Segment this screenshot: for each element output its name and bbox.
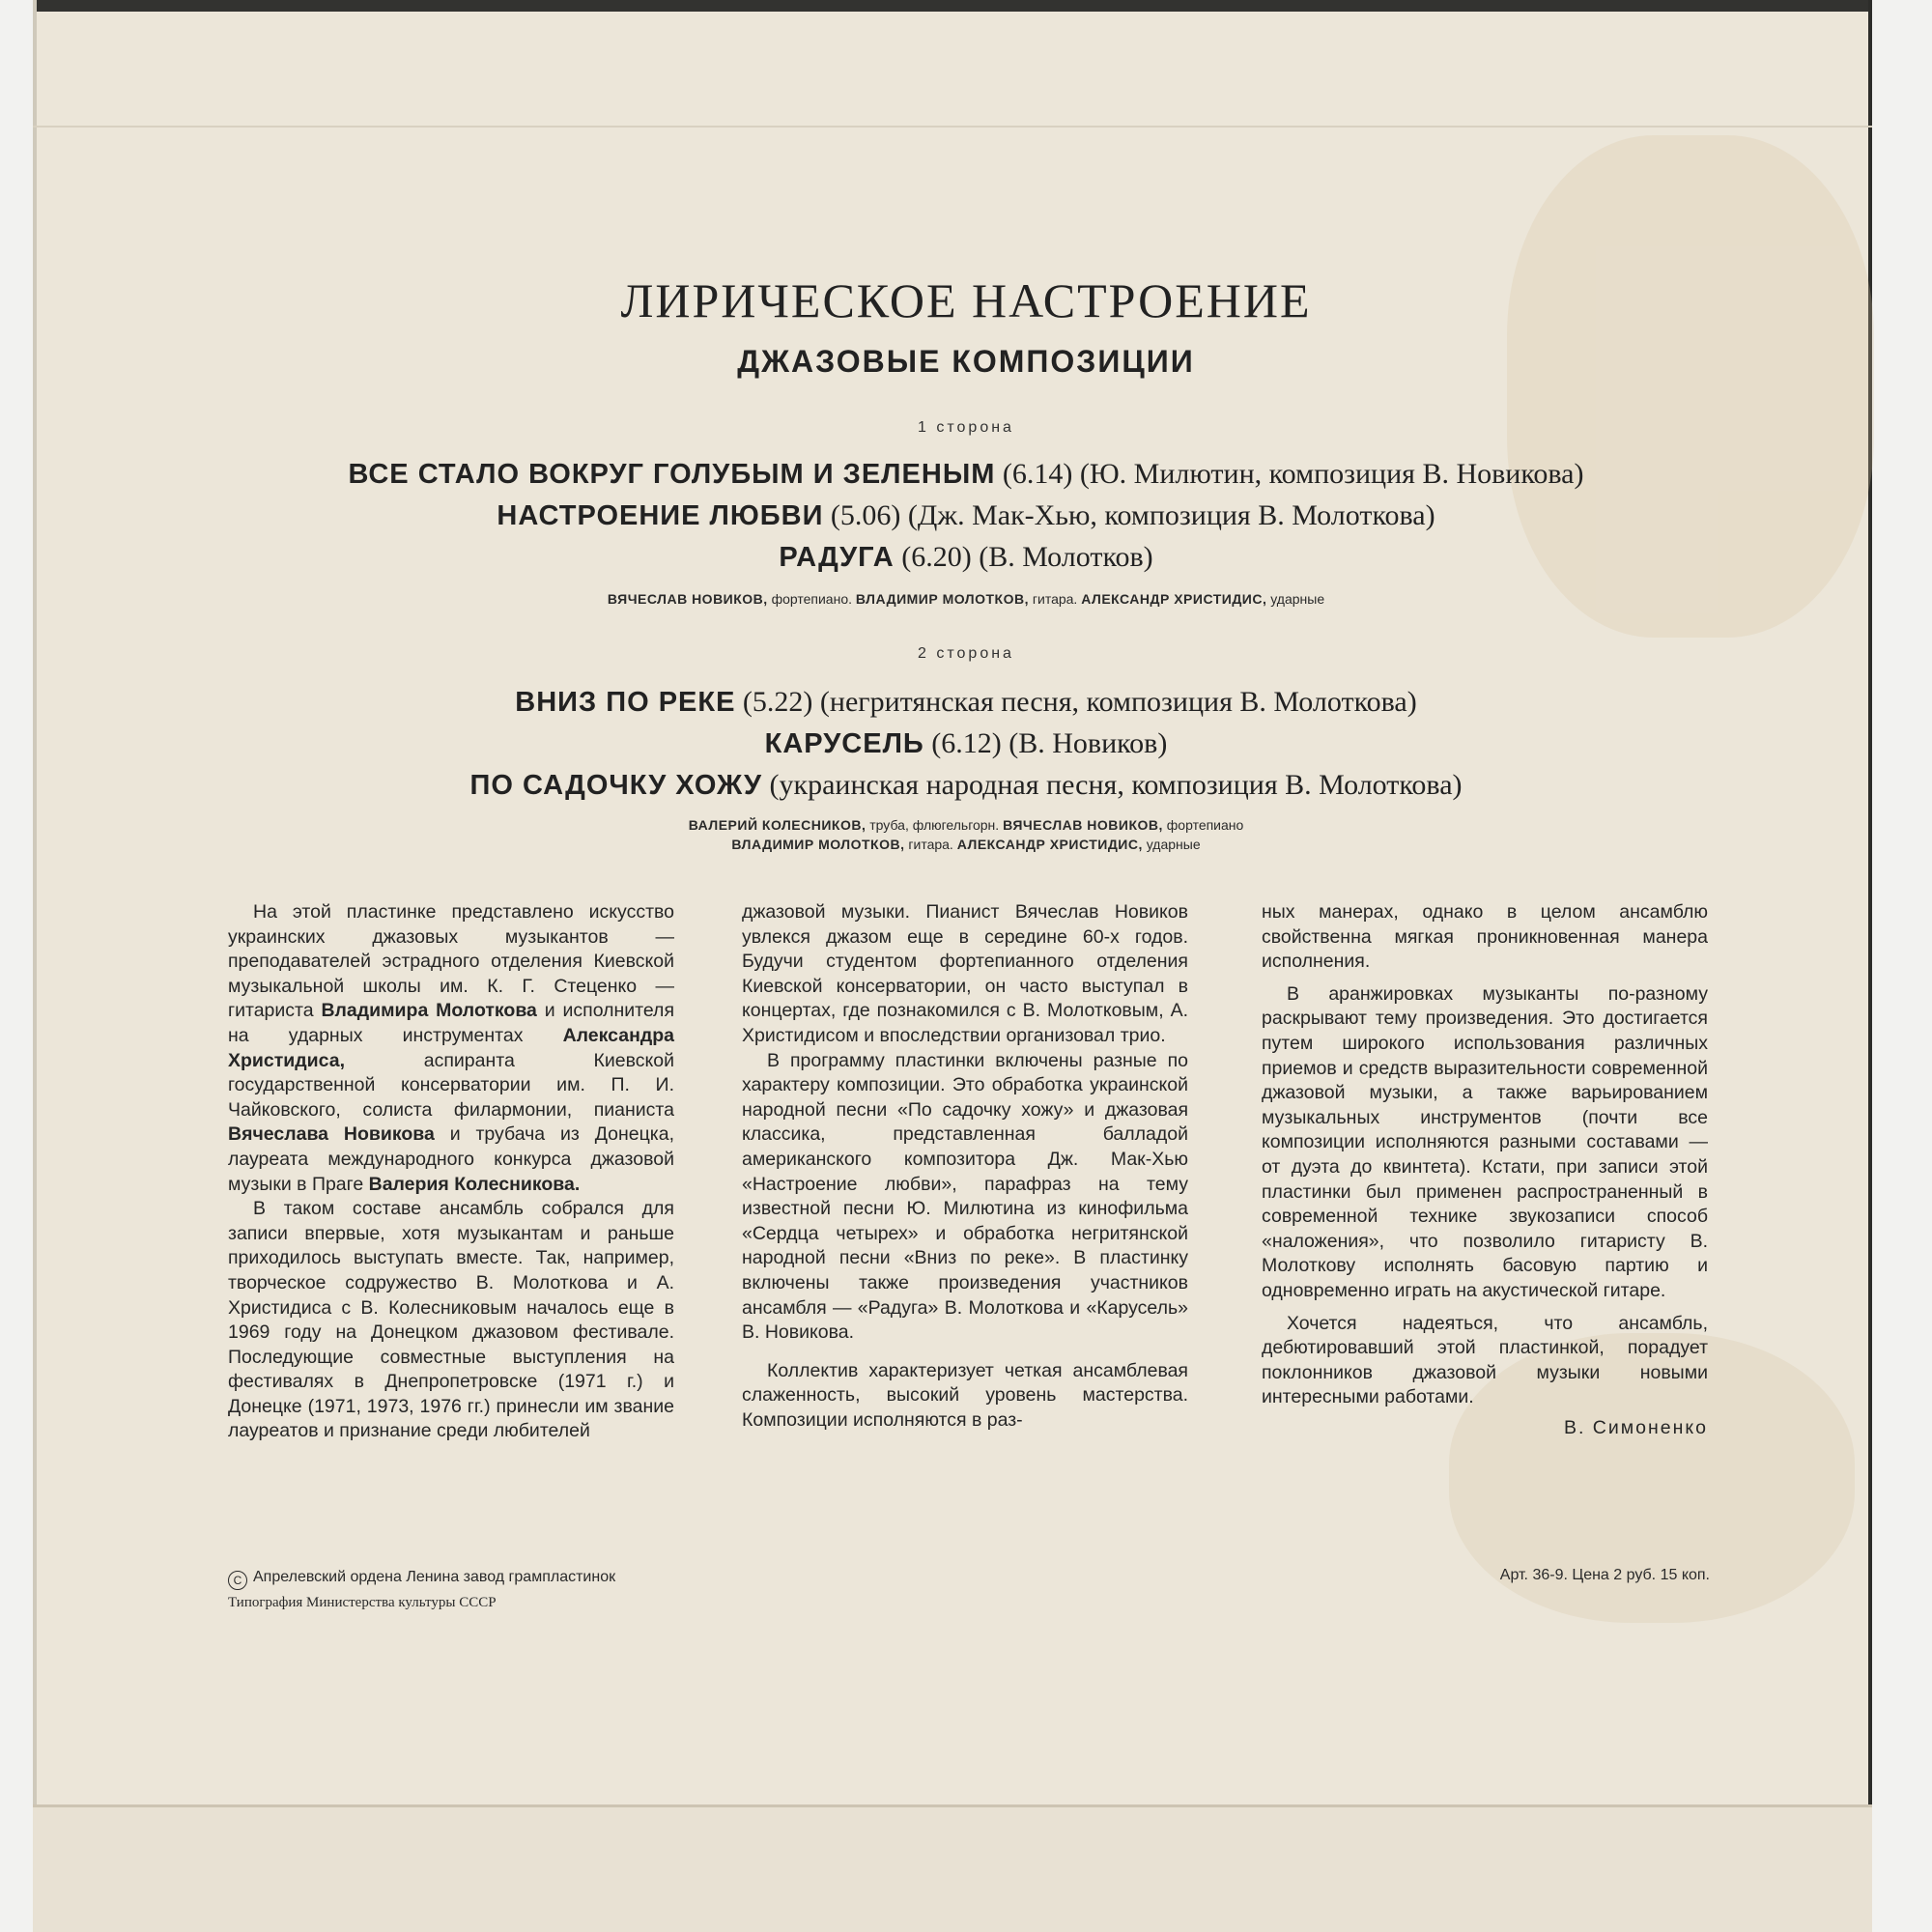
performer-role: гитара. [908,837,953,852]
track-duration: (6.12) [931,727,1002,759]
track-list-item [0,458,1932,491]
text-run: На этой пластинке представлено искусство украинских джазовых музыкантов — преподавателей эстрадного отделения Киевской музыкальной школы им. К. Г. Стеценко — гитариста [228,901,674,1022]
track-title: РАДУГА [779,542,895,573]
album-title: ЛИРИЧЕСКОЕ НАСТРОЕНИЕ [620,273,1312,327]
performer-role: труба, флюгельгорн. [869,817,1000,833]
liner-paragraph [228,900,674,1197]
track-credit: (негритянская песня, композиция В. Молоткова) [819,686,1417,718]
track-credit: (украинская народная песня, композиция В. Молоткова) [769,769,1463,801]
liner-paragraph: Хочется надеяться, что ансамбль, дебютировавший этой пластинкой, порадует поклонников джазовой музыки новыми интересными работами. [1262,1312,1708,1408]
track-list-item [0,499,1932,532]
album-subtitle: ДЖАЗОВЫЕ КОМПОЗИЦИИ [737,344,1195,379]
performer-name: ВАЛЕРИЙ КОЛЕСНИКОВ, [688,817,867,833]
liner-paragraph: ных манерах, однако в целом ансамблю свойственна мягкая проникновенная манера исполнения. [1262,901,1708,973]
side-1-performers [0,591,1932,607]
catalog-price: Арт. 36-9. Цена 2 руб. 15 коп. [1499,1567,1710,1583]
track-title: ПО САДОЧКУ ХОЖУ [469,770,763,801]
performer-role: фортепиано [1166,817,1244,833]
track-duration: (6.20) [901,541,972,573]
liner-paragraph: В таком составе ансамбль собрался для записи впервые, хотя музыкантам и раньше приходилось выступать вместе. Так, например, творческое содружество В. Молоткова и А. Христидиса с В. Колесниковым началось еще в 1969 году на Донецком джазовом фестивале. Последующие совместные выступления на фестивалях в Днепропетровске (1971 г.) и Донецке (1971, 1973, 1976 гг.) принесли им звание лауреатов и признание среди любителей [228,1198,674,1442]
track-duration: (6.14) [1002,458,1073,490]
track-duration: (5.06) [830,499,901,531]
track-list-item [0,727,1932,760]
performer-name: АЛЕКСАНДР ХРИСТИДИС, [1081,591,1267,607]
author-signature: В. Симоненко [1563,1416,1708,1438]
side-1-label: 1 сторона [918,419,1014,436]
track-credit: (В. Новиков) [1009,727,1168,759]
liner-notes-column-2 [742,900,1188,1433]
track-title: НАСТРОЕНИЕ ЛЮБВИ [497,500,824,531]
copyright-icon: C [228,1571,247,1590]
liner-notes-column-3 [1262,900,1708,1440]
musician-name: Вячеслава Новикова [228,1123,435,1146]
bottom-flap [33,1807,1872,1932]
musician-name: Владимира Молоткова [321,1000,537,1022]
liner-paragraph: джазовой музыки. Пианист Вячеслав Новиков увлекся джазом еще в середине 60-х годов. Будучи студентом фортепианного отделения Киевской консерватории, он часто выступал в концертах, где познакомился с В. Молотковым, А. Христидисом и впоследствии организовал трио. [742,901,1188,1046]
performer-name: ВЛАДИМИР МОЛОТКОВ, [731,837,905,852]
side-2-performers [0,817,1932,833]
performer-name: АЛЕКСАНДР ХРИСТИДИС, [956,837,1143,852]
side-2-label: 2 сторона [918,645,1014,662]
liner-notes-column-1 [228,900,674,1444]
performer-name: ВЛАДИМИР МОЛОТКОВ, [855,591,1029,607]
side-2-performers [0,837,1932,852]
performer-name: ВЯЧЕСЛАВ НОВИКОВ, [1003,817,1163,833]
track-list-item [0,769,1932,802]
liner-paragraph: Коллектив характеризует четкая ансамблевая слаженность, высокий уровень мастерства. Композиции исполняются в раз- [742,1359,1188,1431]
performer-role: гитара. [1032,591,1078,607]
top-flap-fold [33,126,1872,128]
text-run: аспиранта Киевской государственной консерватории им. П. И. Чайковского, солиста филармонии, пианиста [228,1049,674,1121]
manufacturer-name: Апрелевский ордена Ленина завод грампластинок [253,1569,616,1585]
track-title: ВСЕ СТАЛО ВОКРУГ ГОЛУБЫМ И ЗЕЛЕНЫМ [348,459,996,490]
track-list-item [0,541,1932,574]
performer-role: ударные [1270,591,1325,607]
track-credit: (В. Молотков) [979,541,1153,573]
printer-name: Типография Министерства культуры СССР [228,1595,497,1610]
track-list-item [0,686,1932,719]
manufacturer-line [228,1565,615,1590]
performer-role: фортепиано. [771,591,852,607]
text-run: и трубача из Донецка, лауреата международного конкурса джазовой музыки в Праге [228,1123,674,1195]
liner-paragraph: В программу пластинки включены разные по характеру композиции. Это обработка украинской народной песни «По садочку хожу» и джазовая классика, представленная балладой американского композитора Дж. Мак-Хью «Настроение любви», парафраз на тему известной песни Ю. Милютина из кинофильма «Сердца четырех» и обработка негритянской народной песни «Вниз по реке». В пластинку включены также произведения участников ансамбля — «Радуга» В. Молоткова и «Карусель» В. Новикова. [742,1049,1188,1344]
text-run: и исполнителя на ударных инструментах [228,1000,674,1046]
musician-name: Александра Христидиса, [228,1024,674,1071]
track-credit: (Ю. Милютин, композиция В. Новикова) [1079,458,1584,490]
track-credit: (Дж. Мак-Хью, композиция В. Молоткова) [907,499,1435,531]
performer-role: ударные [1146,837,1201,852]
track-title: КАРУСЕЛЬ [764,728,924,759]
sleeve-top-edge [33,0,1872,12]
track-duration: (5.22) [742,686,813,718]
musician-name: Валерия Колесникова. [368,1173,581,1195]
track-title: ВНИЗ ПО РЕКЕ [515,687,736,718]
performer-name: ВЯЧЕСЛАВ НОВИКОВ, [607,591,768,607]
liner-paragraph: В аранжировках музыканты по-разному раскрывают тему произведения. Это достигается путем широкого использования различных приемов и средств выразительности современной джазовой музыки, а также варьированием музыкальных инструментов (почти все композиции исполняются разными составами — от дуэта до квинтета). Кстати, при записи этой пластинки был применен распространенный в современной технике звукозаписи способ «наложения», что позволило гитаристу В. Молоткову исполнять басовую партию и одновременно играть на акустической гитаре. [1262,982,1708,1301]
manufacturer-info [228,1565,615,1615]
